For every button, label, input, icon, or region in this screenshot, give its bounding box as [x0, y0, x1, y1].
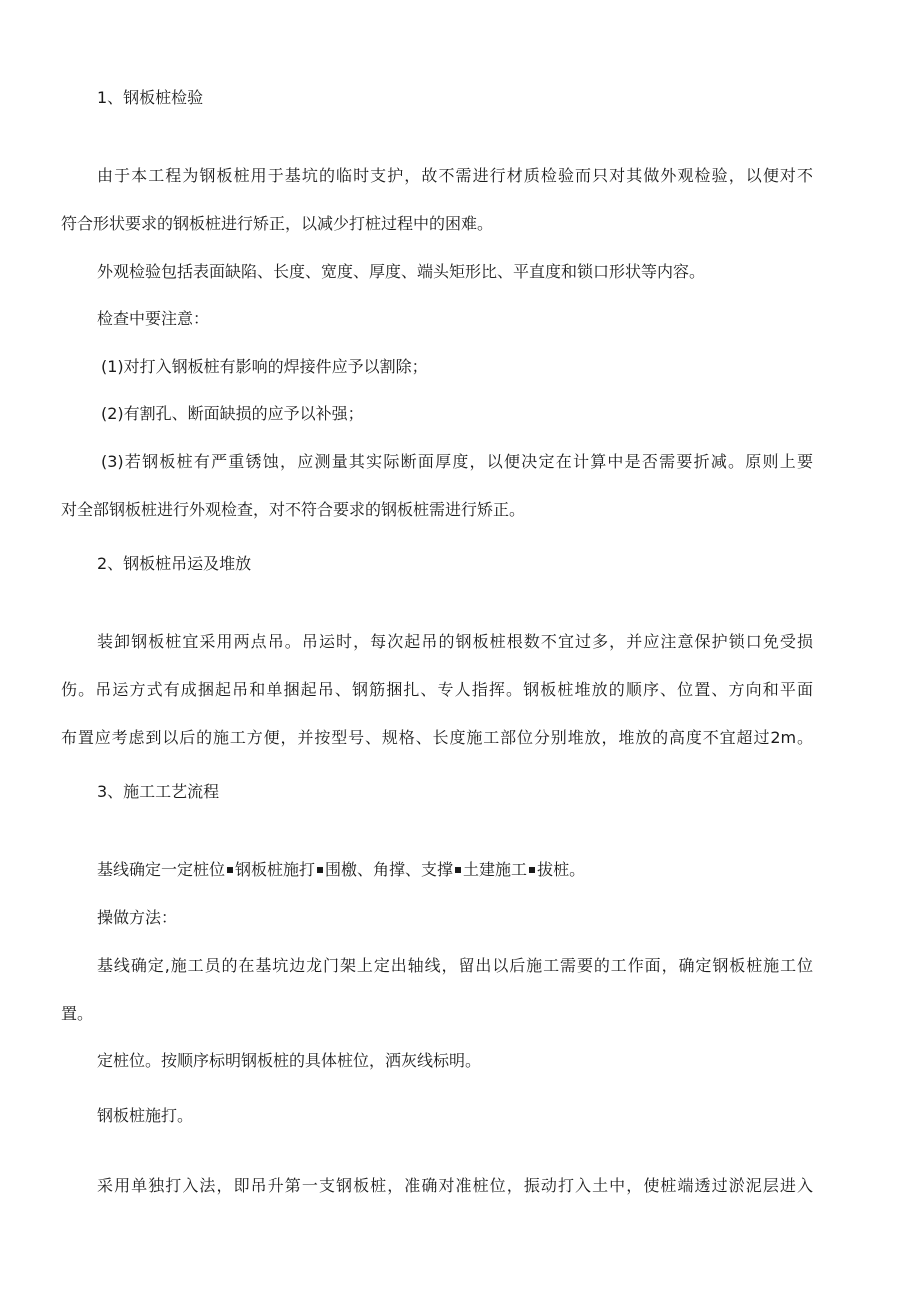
- paragraph-line: 对全部钢板桩进行外观检查，对不符合要求的钢板桩需进行矫正。: [61, 500, 526, 519]
- flow-separator-icon: [455, 867, 461, 873]
- paragraph-line: 置。: [61, 1004, 94, 1023]
- paragraph-line: 检查中要注意：: [97, 309, 210, 328]
- flow-step: 基线确定一定桩位: [97, 860, 226, 879]
- list-item: (3)若钢板桩有严重锈蚀，应测量其实际断面厚度，以便决定在计算中是否需要折减。原则上要: [101, 452, 813, 471]
- section-heading-2: 2、钢板桩吊运及堆放: [97, 554, 252, 573]
- flow-separator-icon: [529, 867, 535, 873]
- paragraph-line: 由于本工程为钢板桩用于基坑的临时支护，故不需进行材质检验而只对其做外观检验，以便对不: [97, 166, 813, 185]
- flow-separator-icon: [317, 867, 323, 873]
- paragraph-line: 操做方法：: [97, 908, 178, 927]
- section-heading-3: 3、施工工艺流程: [97, 782, 220, 801]
- paragraph-line: 外观检验包括表面缺陷、长度、宽度、厚度、端头矩形比、平直度和锁口形状等内容。: [97, 262, 706, 281]
- section-heading-1: 1、钢板桩检验: [97, 88, 204, 107]
- flow-separator-icon: [227, 867, 233, 873]
- paragraph-line: 钢板桩施打。: [97, 1106, 194, 1125]
- flow-step: 钢板桩施打: [235, 860, 316, 879]
- paragraph-line: 基线确定,施工员的在基坑边龙门架上定出轴线，留出以后施工需要的工作面，确定钢板桩施工位: [97, 956, 813, 975]
- paragraph-line: 伤。吊运方式有成捆起吊和单捆起吊、钢筋捆扎、专人指挥。钢板桩堆放的顺序、位置、方向和平面: [61, 680, 813, 699]
- process-flow: [97, 859, 585, 881]
- flow-step: 围檄、角撑、支撑: [325, 860, 454, 879]
- paragraph-line: 布置应考虑到以后的施工方便，并按型号、规格、长度施工部位分别堆放，堆放的高度不宜超过2m。: [61, 728, 813, 747]
- paragraph-line: 采用单独打入法，即吊升第一支钢板桩，准确对准桩位，振动打入土中，使桩端透过淤泥层进入: [97, 1176, 813, 1195]
- list-item: (1)对打入钢板桩有影响的焊接件应予以割除；: [101, 357, 428, 376]
- paragraph-line: 装卸钢板桩宜采用两点吊。吊运时，每次起吊的钢板桩根数不宜过多，并应注意保护锁口免受损: [97, 632, 813, 651]
- flow-step: 土建施工: [463, 860, 528, 879]
- flow-step: 拔桩。: [537, 860, 586, 879]
- paragraph-line: 符合形状要求的钢板桩进行矫正，以减少打桩过程中的困难。: [61, 214, 494, 233]
- paragraph-line: 定桩位。按顺序标明钢板桩的具体桩位，洒灰线标明。: [97, 1051, 482, 1070]
- list-item: (2)有割孔、断面缺损的应予以补强；: [101, 404, 364, 423]
